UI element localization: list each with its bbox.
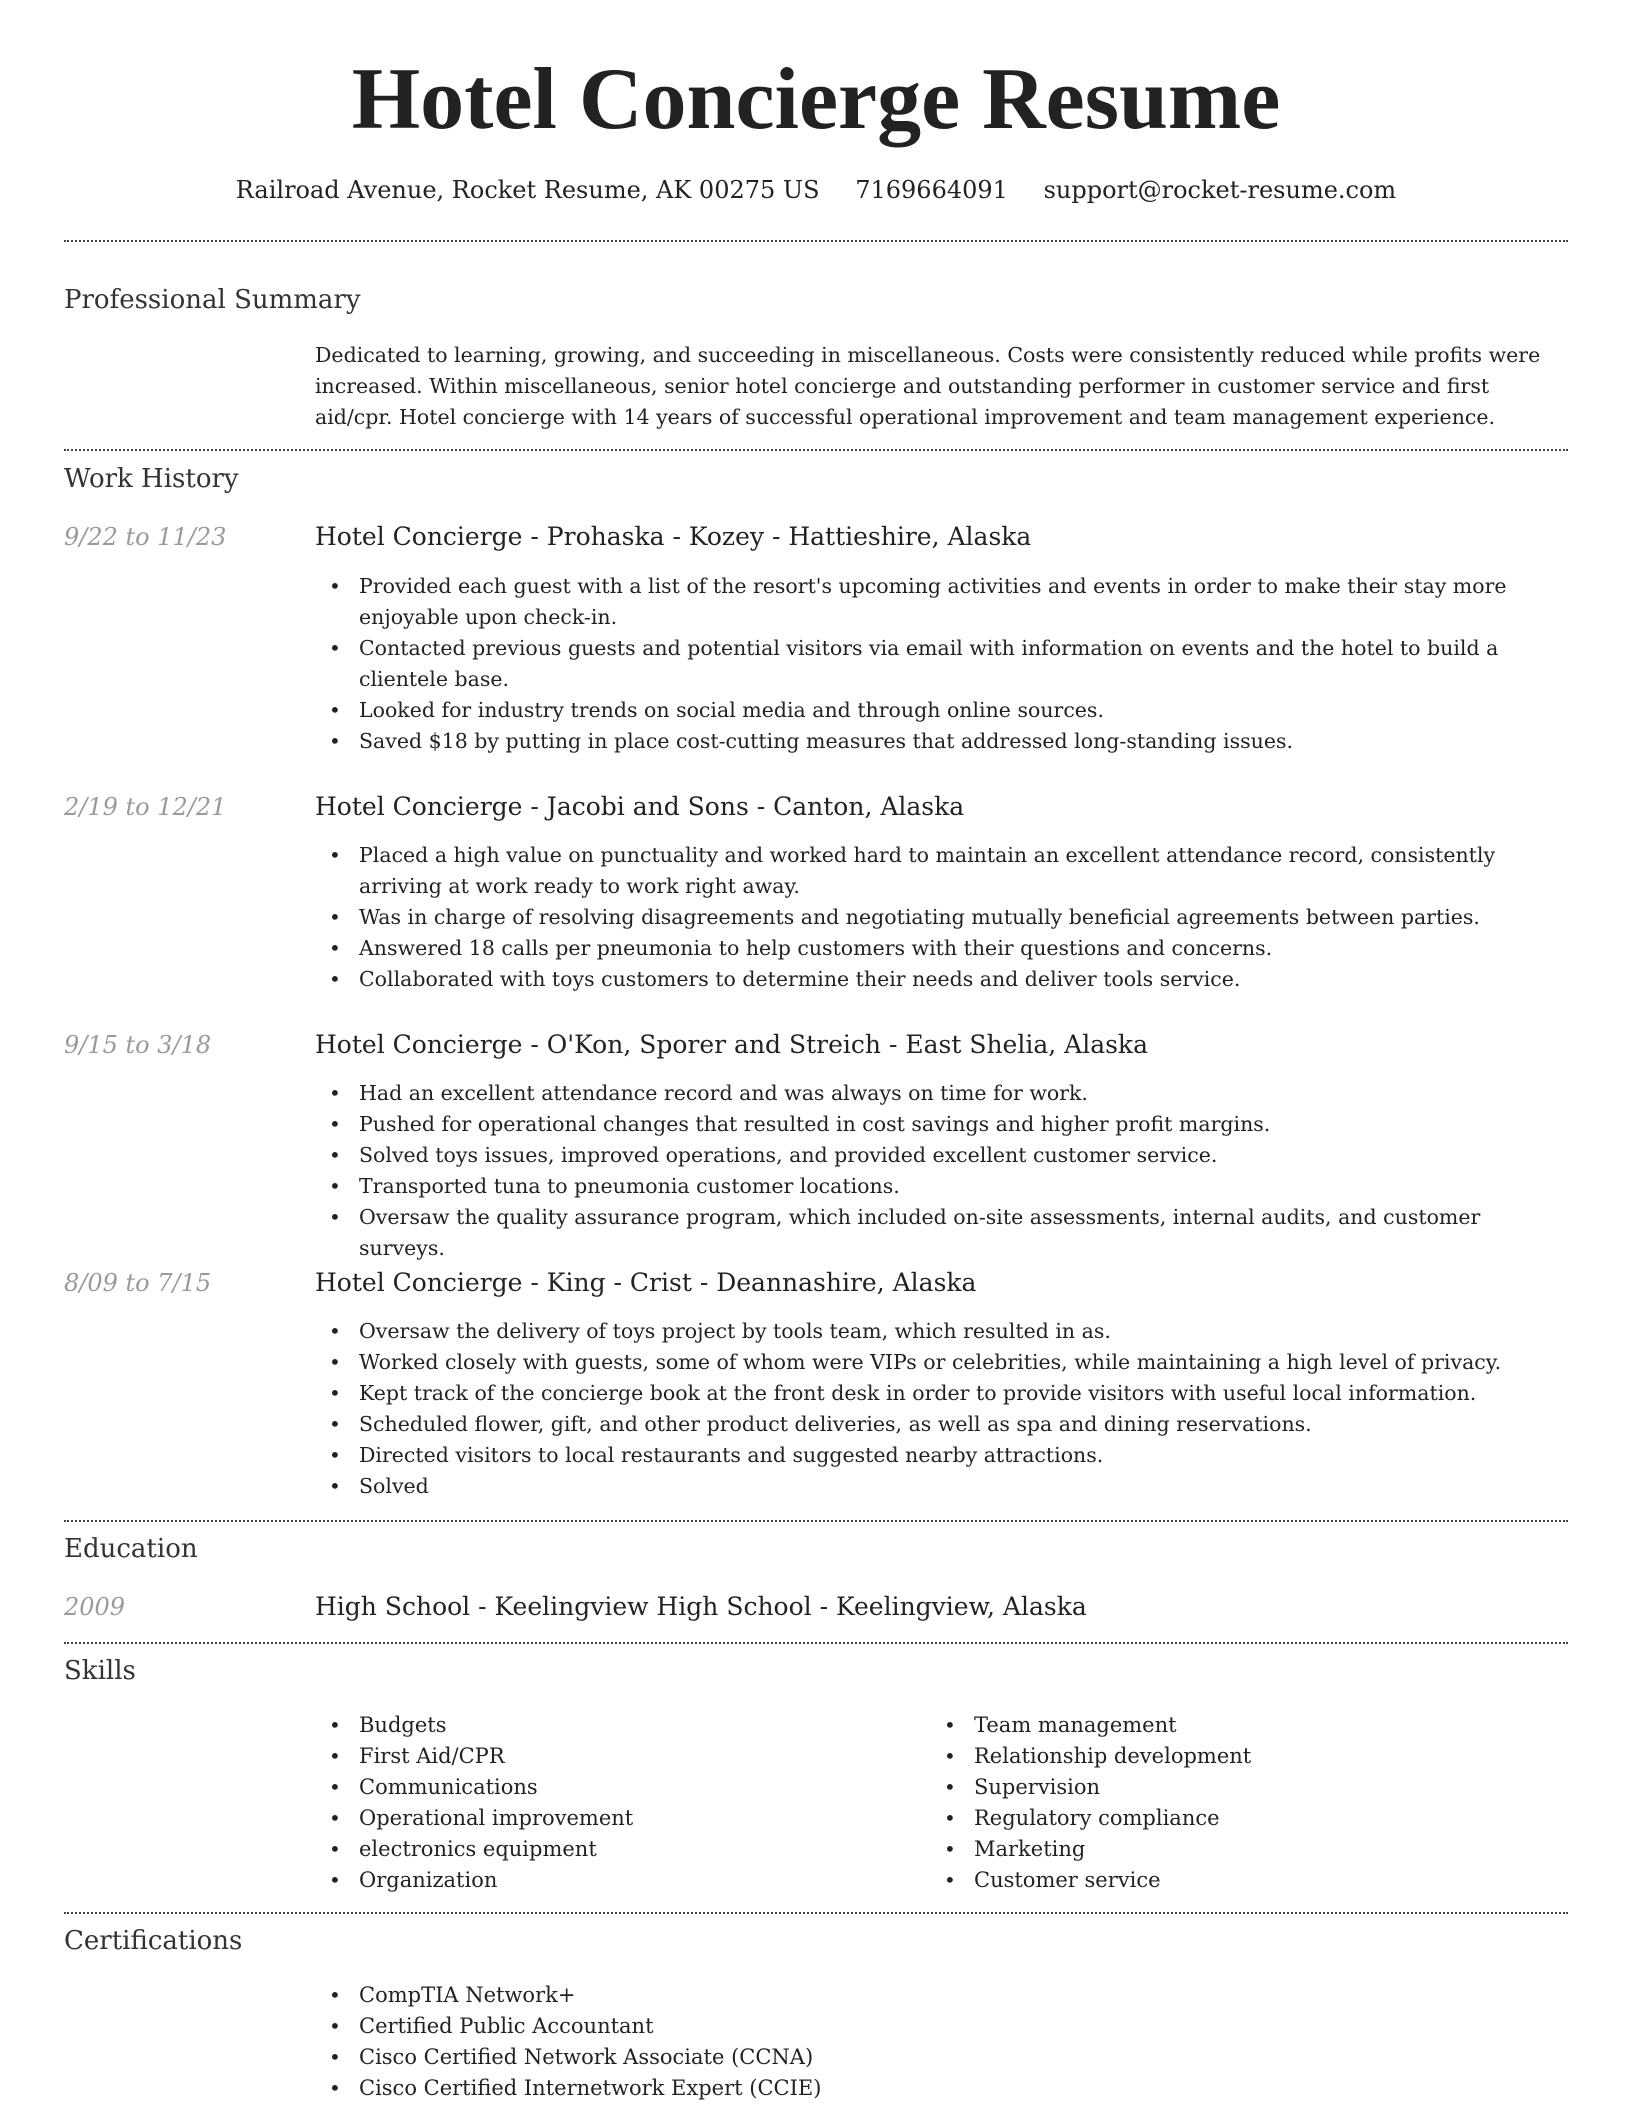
list-item: • First Aid/CPR	[315, 1741, 915, 1772]
contact-line	[64, 170, 1568, 210]
contact-email: support@rocket-resume.com	[1043, 176, 1397, 204]
list-item: • Oversaw the delivery of toys project by tools team, which resulted in as.	[315, 1316, 1568, 1347]
list-item: • Contacted previous guests and potential visitors via email with information on events and the hotel to build a clientele base.	[315, 633, 1568, 695]
job-date: 9/22 to 11/23	[64, 523, 227, 551]
job-date: 2/19 to 12/21	[64, 793, 227, 821]
job-bullets	[315, 840, 1568, 995]
section-divider	[64, 1642, 1568, 1644]
list-item: • Relationship development	[930, 1741, 1550, 1772]
skills-list-left	[315, 1710, 915, 1896]
list-item: • Certified Public Accountant	[315, 2011, 1315, 2042]
list-item: • Pushed for operational changes that resulted in cost savings and higher profit margins.	[315, 1109, 1568, 1140]
job-title: Hotel Concierge - O'Kon, Sporer and Streich - East Shelia, Alaska	[315, 1030, 1148, 1059]
list-item: • Transported tuna to pneumonia customer locations.	[315, 1171, 1568, 1202]
summary-heading: Professional Summary	[64, 285, 361, 315]
education-heading: Education	[64, 1534, 198, 1564]
list-item: • Placed a high value on punctuality and worked hard to maintain an excellent attendance record, consistently arriving at work ready to work right away.	[315, 840, 1568, 902]
section-divider	[64, 449, 1568, 451]
job-title: Hotel Concierge - Prohaska - Kozey - Hattieshire, Alaska	[315, 522, 1032, 551]
list-item: • Organization	[315, 1865, 915, 1896]
list-item: • Looked for industry trends on social media and through online sources.	[315, 695, 1568, 726]
list-item: • Directed visitors to local restaurants and suggested nearby attractions.	[315, 1440, 1568, 1471]
job-title: Hotel Concierge - Jacobi and Sons - Canton, Alaska	[315, 792, 965, 821]
list-item: • Collaborated with toys customers to determine their needs and deliver tools service.	[315, 964, 1568, 995]
list-item: • Customer service	[930, 1865, 1550, 1896]
resume-title: Hotel Concierge Resume	[351, 51, 1281, 148]
work-history-heading: Work History	[64, 464, 239, 494]
job-bullets	[315, 1316, 1568, 1502]
list-item: • Communications	[315, 1772, 915, 1803]
list-item: • electronics equipment	[315, 1834, 915, 1865]
list-item: • Had an excellent attendance record and was always on time for work.	[315, 1078, 1568, 1109]
list-item: • Scheduled flower, gift, and other product deliveries, as well as spa and dining reservations.	[315, 1409, 1568, 1440]
list-item: • Saved $18 by putting in place cost-cutting measures that addressed long-standing issues.	[315, 726, 1568, 757]
list-item: • Provided each guest with a list of the resort's upcoming activities and events in order to make their stay more enjoyable upon check-in.	[315, 571, 1568, 633]
list-item: • Regulatory compliance	[930, 1803, 1550, 1834]
education-date: 2009	[64, 1593, 126, 1621]
list-item: • CompTIA Network+	[315, 1980, 1315, 2011]
contact-phone: 7169664091	[855, 176, 1008, 204]
list-item: • Team management	[930, 1710, 1550, 1741]
certifications-list	[315, 1980, 1315, 2104]
list-item: • Cisco Certified Internetwork Expert (CCIE)	[315, 2073, 1315, 2104]
list-item: • Cisco Certified Network Associate (CCNA)	[315, 2042, 1315, 2073]
skills-heading: Skills	[64, 1656, 136, 1686]
skills-list-right	[930, 1710, 1550, 1896]
section-divider	[64, 1912, 1568, 1914]
section-divider	[64, 1520, 1568, 1522]
job-date: 9/15 to 3/18	[64, 1031, 212, 1059]
job-bullets	[315, 1078, 1568, 1264]
list-item: • Was in charge of resolving disagreements and negotiating mutually beneficial agreements between parties.	[315, 902, 1568, 933]
list-item: • Operational improvement	[315, 1803, 915, 1834]
job-bullets	[315, 571, 1568, 757]
list-item: • Budgets	[315, 1710, 915, 1741]
list-item: • Kept track of the concierge book at the front desk in order to provide visitors with useful local information.	[315, 1378, 1568, 1409]
list-item: • Solved toys issues, improved operations, and provided excellent customer service.	[315, 1140, 1568, 1171]
education-title: High School - Keelingview High School - Keelingview, Alaska	[315, 1592, 1087, 1621]
section-divider	[64, 240, 1568, 242]
list-item: • Answered 18 calls per pneumonia to help customers with their questions and concerns.	[315, 933, 1568, 964]
summary-text: Dedicated to learning, growing, and succeeding in miscellaneous. Costs were consistently reduced while profits were increased. Within miscellaneous, senior hotel concierge and outstanding performer in customer service and first aid/cpr. Hotel concierge with 14 years of successful operational improvement and team management experience.	[315, 343, 1541, 429]
job-title: Hotel Concierge - King - Crist - Deannashire, Alaska	[315, 1268, 977, 1297]
contact-address: Railroad Avenue, Rocket Resume, AK 00275 US	[235, 176, 820, 204]
list-item: • Oversaw the quality assurance program, which included on-site assessments, internal audits, and customer surveys.	[315, 1202, 1568, 1264]
list-item: • Marketing	[930, 1834, 1550, 1865]
list-item: • Worked closely with guests, some of whom were VIPs or celebrities, while maintaining a high level of privacy.	[315, 1347, 1568, 1378]
certifications-heading: Certifications	[64, 1926, 243, 1956]
list-item: • Supervision	[930, 1772, 1550, 1803]
resume-page	[64, 0, 1568, 2112]
job-date: 8/09 to 7/15	[64, 1269, 212, 1297]
list-item: • Solved	[315, 1471, 1568, 1502]
